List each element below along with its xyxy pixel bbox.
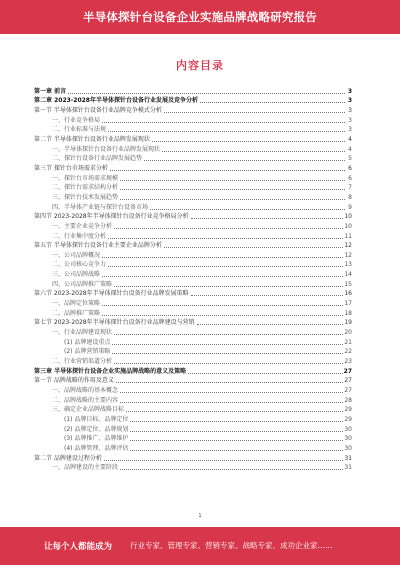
toc-entry-text: (2) 品牌营销策略 (64, 348, 111, 356)
toc-entry-text: 二、品牌战略的主要内容 (52, 396, 119, 404)
toc-entry-text: (1) 品牌建设重点 (64, 338, 111, 346)
toc-entry[interactable] (34, 154, 352, 164)
toc-entry[interactable] (34, 414, 352, 424)
toc-entry[interactable] (34, 424, 352, 434)
toc-entry-text: 二、探针台需求结构分析 (52, 184, 119, 192)
toc-entry[interactable] (34, 250, 352, 260)
toc-entry-page: 19 (344, 319, 352, 327)
toc-leader-dots (197, 323, 344, 325)
toc-entry-text: 一、探针台市场需求规模 (52, 174, 119, 182)
toc-entry-page: 14 (344, 271, 352, 279)
toc-leader-dots (116, 381, 343, 383)
toc-leader-dots (68, 92, 345, 94)
toc-entry-page: 13 (344, 261, 352, 269)
toc-entry-text: (3) 品牌推广、品牌维护 (64, 435, 129, 443)
toc-entry-text: 第一节 半导体探针台设备行业品牌竞争模式分析 (34, 106, 162, 114)
toc-entry-page: 18 (344, 309, 352, 317)
toc-leader-dots (188, 372, 343, 374)
toc-entry-text: 一、主要企业竞争分析 (52, 222, 113, 230)
toc-entry[interactable] (34, 202, 352, 212)
toc-leader-dots (130, 430, 343, 432)
toc-leader-dots (130, 449, 343, 451)
toc-entry[interactable] (34, 144, 352, 154)
toc-entry-page: 31 (344, 464, 352, 472)
toc-entry[interactable] (34, 134, 352, 144)
toc-entry-page: 10 (344, 213, 352, 221)
toc-leader-dots (200, 101, 345, 103)
toc-leader-dots (150, 208, 345, 210)
toc-entry-page: 29 (344, 415, 352, 423)
toc-entry-text: 二、品牌推广策略 (52, 309, 101, 317)
toc-entry[interactable] (34, 366, 352, 376)
toc-entry-page: 12 (344, 242, 352, 250)
toc-entry[interactable] (34, 125, 352, 135)
toc-entry-text: 第三节 探针台市场需求分析 (34, 164, 108, 172)
toc-entry-text: 第一节 品牌战略的作用及意义 (34, 377, 114, 385)
toc-entry[interactable] (34, 318, 352, 328)
toc-entry-text: 第五节 半导体探针台设备行业主要企业品牌分析 (34, 242, 162, 250)
toc-leader-dots (164, 111, 345, 113)
toc-entry-page: 27 (344, 377, 352, 385)
toc-entry-page: 30 (344, 435, 352, 443)
toc-entry-text: 第二章 2023-2028年半导体探针台设备行业发展及竞争分析 (34, 97, 198, 105)
toc-entry-text: 二、行业集中度分析 (52, 232, 107, 240)
toc-leader-dots (114, 362, 343, 364)
toc-entry-page: 3 (348, 106, 352, 114)
toc-entry[interactable] (34, 376, 352, 386)
toc-entry-page: 9 (348, 203, 352, 211)
toc-entry-text: 第四节 2023-2028年半导体探针台设备行业竞争格局分析 (34, 213, 189, 221)
toc-leader-dots (130, 439, 343, 441)
toc-entry-page: 5 (348, 155, 352, 163)
toc-entry-page: 11 (344, 232, 352, 240)
toc-entry[interactable] (34, 260, 352, 270)
toc-entry-page: 3 (347, 87, 352, 95)
toc-entry-page: 15 (344, 280, 352, 288)
toc-entry-text: 一、行业品牌建设现状 (52, 329, 113, 337)
toc-entry[interactable] (34, 183, 352, 193)
toc-entry-page: 3 (348, 126, 352, 134)
toc-leader-dots (126, 410, 343, 412)
toc-entry-page: 6 (348, 164, 352, 172)
toc-entry[interactable] (34, 356, 352, 366)
toc-entry-page: 12 (344, 251, 352, 259)
toc-entry-page: 8 (348, 193, 352, 201)
toc-leader-dots (110, 169, 345, 171)
toc-entry-page: 21 (344, 338, 352, 346)
toc-entry[interactable] (34, 308, 352, 318)
toc-entry-page: 16 (344, 290, 352, 298)
toc-entry-page: 23 (344, 358, 352, 366)
toc-entry[interactable] (34, 115, 352, 125)
toc-entry-page: 30 (344, 425, 352, 433)
toc-entry[interactable] (34, 298, 352, 308)
toc-heading: 内容目录 (176, 59, 224, 72)
toc-entry-page: 28 (344, 396, 352, 404)
toc-entry[interactable] (34, 443, 352, 453)
toc-entry[interactable] (34, 231, 352, 241)
toc-entry-text: 一、行业竞争格局 (52, 116, 101, 124)
report-title: 半导体探针台设备企业实施品牌战略研究报告 (83, 10, 317, 24)
toc-leader-dots (108, 265, 343, 267)
toc-entry-page: 29 (344, 406, 352, 414)
toc-entry-page: 27 (343, 367, 352, 375)
toc-entry[interactable] (34, 105, 352, 115)
toc-entry-text: 四、公司品牌推广策略 (52, 280, 113, 288)
toc-entry-text: 一、品牌战略的基本概念 (52, 387, 119, 394)
toc-entry-text: 一、品牌定位策略 (52, 300, 101, 308)
toc-leader-dots (120, 468, 343, 470)
toc-entry-text: 第六节 2023-2028年半导体探针台设备行业品牌发展策略 (34, 290, 189, 298)
toc-entry-text: 第七节 2023-2028年半导体探针台设备行业品牌建设与营销 (34, 319, 195, 327)
toc-leader-dots (102, 304, 343, 306)
toc-entry[interactable] (34, 434, 352, 444)
toc-entry-text: 第一章 前言 (34, 87, 67, 95)
toc-entry-text: 二、行业营销渠道分析 (52, 358, 113, 366)
toc-entry-text: (1) 品牌目标、品牌定位 (64, 415, 129, 423)
toc-leader-dots (114, 285, 343, 287)
toc-entry-text: 二、探针台设备行业品牌发展趋势 (52, 155, 143, 163)
toc-entry[interactable] (34, 279, 352, 289)
toc-entry-page: 4 (348, 135, 352, 143)
toc-entry-text: 三、公司品牌战略 (52, 271, 101, 279)
toc-entry-page: 3 (347, 97, 352, 105)
toc-entry-page: 10 (344, 222, 352, 230)
toc-leader-dots (102, 314, 343, 316)
toc-entry[interactable] (34, 453, 352, 463)
toc-entry-text: 三、确定企业品牌战略目标 (52, 406, 125, 414)
toc-leader-dots (102, 121, 345, 123)
toc-leader-dots (144, 159, 345, 161)
toc-entry-page: 22 (344, 348, 352, 356)
toc-entry[interactable] (34, 289, 352, 299)
toc-entry[interactable] (34, 163, 352, 173)
toc-entry[interactable] (34, 96, 352, 106)
toc-leader-dots (191, 294, 344, 296)
toc-entry[interactable] (34, 173, 352, 183)
toc-entry[interactable] (34, 192, 352, 202)
toc-entry-text: (4) 品牌管理、品牌评估 (64, 444, 129, 452)
toc-leader-dots (120, 391, 343, 393)
toc-entry-text: 二、行业标准与法规 (52, 126, 107, 134)
toc-entry[interactable] (34, 327, 352, 337)
toc-leader-dots (130, 420, 343, 422)
toc-entry-text: 一、公司品牌概况 (52, 251, 101, 259)
toc-entry[interactable] (34, 86, 352, 96)
toc-entry[interactable] (34, 395, 352, 405)
toc-entry-page: 3 (348, 116, 352, 124)
toc-leader-dots (112, 352, 343, 354)
toc-leader-dots (108, 130, 345, 132)
toc-leader-dots (114, 227, 343, 229)
toc-entry[interactable] (34, 385, 352, 395)
toc-leader-dots (102, 275, 343, 277)
footer-roles: 行业专家、管理专家、营销专家、战略专家、成功企业家…… (130, 541, 333, 550)
toc-leader-dots (120, 179, 345, 181)
toc-entry[interactable] (34, 269, 352, 279)
toc-leader-dots (120, 401, 343, 403)
toc-entry-text: 二、公司核心竞争力 (52, 261, 107, 269)
footer-slogan: 让每个人都能成为 (44, 542, 113, 552)
toc-entry-page: 20 (344, 329, 352, 337)
toc-entry-page: 31 (344, 454, 352, 462)
toc-entry-page: 7 (348, 184, 352, 192)
toc-leader-dots (120, 188, 345, 190)
toc-entry[interactable] (34, 337, 352, 347)
toc-leader-dots (112, 343, 343, 345)
toc-entry[interactable] (34, 241, 352, 251)
toc-leader-dots (108, 237, 343, 239)
toc-entry-page: 6 (348, 174, 352, 182)
toc-entry-page: 17 (344, 300, 352, 308)
toc-entry[interactable] (34, 405, 352, 415)
toc-entry-text: 第二节 品牌建设过程分析 (34, 454, 102, 462)
toc-leader-dots (152, 140, 345, 142)
toc-entry-text: 一、半导体探针台设备行业品牌发展现状 (52, 145, 161, 153)
toc-entry-text: 第三章 半导体探针台设备企业实施品牌战略的意义及策略 (34, 367, 187, 375)
toc-leader-dots (191, 217, 344, 219)
report-header-bar (0, 0, 400, 34)
toc-entry-page: 4 (348, 145, 352, 153)
toc-entry-page: 27 (344, 387, 352, 394)
toc-entry-text: 四、半导体产业链与探针台设备市场 (52, 203, 149, 211)
toc-entry-text: 三、探针台技术发展趋势 (52, 193, 119, 201)
toc-entry-text: 第二节 半导体探针台设备行业品牌发展现状 (34, 135, 150, 143)
toc-entry[interactable] (34, 212, 352, 222)
page-number: 1 (198, 513, 202, 519)
toc-leader-dots (104, 459, 343, 461)
toc-entry-text: 一、品牌建设的主要阶段 (52, 464, 119, 472)
toc-entry[interactable] (34, 463, 352, 473)
toc-entry-page: 30 (344, 444, 352, 452)
toc-entry[interactable] (34, 347, 352, 357)
toc-list (34, 86, 352, 472)
toc-leader-dots (120, 198, 345, 200)
footer-bar (0, 527, 400, 565)
toc-leader-dots (102, 256, 343, 258)
toc-leader-dots (114, 333, 343, 335)
toc-entry[interactable] (34, 221, 352, 231)
toc-entry-text: (2) 品牌定位、品牌规划 (64, 425, 129, 433)
toc-leader-dots (162, 150, 345, 152)
toc-leader-dots (164, 246, 343, 248)
